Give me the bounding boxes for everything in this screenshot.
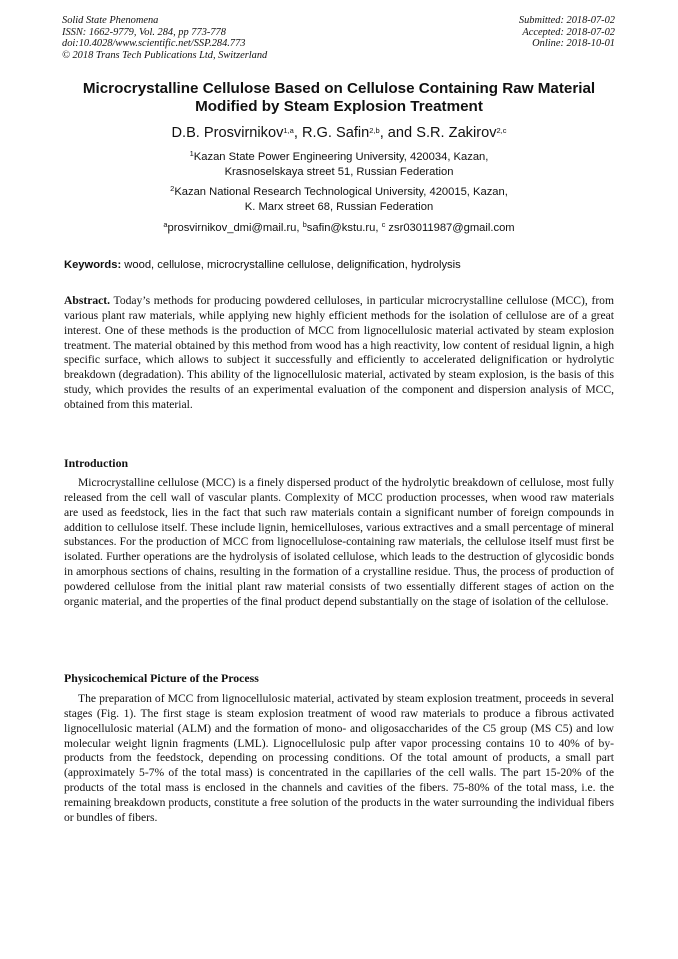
keywords-label: Keywords: bbox=[64, 259, 122, 271]
online-date: Online: 2018-10-01 bbox=[532, 38, 615, 50]
affiliation-1 bbox=[40, 150, 638, 179]
introduction-section bbox=[64, 476, 614, 610]
abstract-label: Abstract. bbox=[64, 294, 111, 307]
copyright-line: © 2018 Trans Tech Publications Ltd, Switzerland bbox=[62, 49, 268, 61]
affiliation-text: Kazan State Power Engineering University, 420034, Kazan, bbox=[193, 151, 489, 163]
affiliation-superscript: 1 bbox=[189, 149, 194, 158]
affiliation-line bbox=[40, 150, 638, 165]
email-link[interactable]: prosvirnikov_dmi@mail.ru, bbox=[167, 222, 303, 234]
affiliation-text: Kazan National Research Technological University, 420015, Kazan, bbox=[174, 186, 508, 198]
author-superscript: 2,b bbox=[369, 126, 380, 135]
accepted-date: Accepted: 2018-07-02 bbox=[522, 26, 615, 38]
affiliation-line bbox=[40, 185, 638, 200]
issn-line: ISSN: 1662-9779, Vol. 284, pp 773-778 bbox=[62, 26, 226, 38]
journal-name: Solid State Phenomena bbox=[62, 15, 159, 26]
section-heading-introduction: Introduction bbox=[64, 456, 129, 470]
email-superscript: a bbox=[163, 220, 168, 229]
affiliation-address: K. Marx street 68, Russian Federation bbox=[244, 200, 434, 213]
abstract-paragraph bbox=[64, 294, 614, 413]
author-name: S.R. Zakirov bbox=[416, 125, 497, 141]
section-heading-physicochemical: Physicochemical Picture of the Process bbox=[64, 671, 259, 685]
author-name: D.B. Prosvirnikov bbox=[171, 125, 284, 141]
publication-dates bbox=[519, 15, 615, 50]
author-emails bbox=[40, 221, 638, 235]
email-superscript: c bbox=[381, 220, 386, 229]
affiliation-address: Krasnoselskaya street 51, Russian Federation bbox=[224, 165, 454, 178]
keywords-text: wood, cellulose, microcrystalline cellulose, delignification, hydrolysis bbox=[121, 259, 461, 271]
journal-info bbox=[62, 15, 267, 61]
physicochemical-paragraph: The preparation of MCC from lignocellulosic material, activated by steam explosion treatment, proceeds in several stages (Fig. 1). The first stage is steam explosion treatment of wood raw materials to produce a fibrous activated lignocellulosic material (ALM) and the formation of mono- and oligosaccharides of the C5 group (MS C5) and low molecular weight lignin fragments (LML). Lignocellulosic pulp after vapor processing contains 10 to 40% of by-products from the feedstock, depending on processing conditions. Of the total amount of products, a small part (approximately 5-7% of the total mass) is concentrated in the capillaries of the cell walls. The part 15-20% of the products of the total mass is enclosed in the channels and cavities of the fibers. 75-80% of the total mass, i.e. the remaining breakdown products, constitute a free solution of the products in the water surrounding the individual fibers or bundles of fibers. bbox=[64, 692, 614, 824]
author-superscript: 2,c bbox=[496, 126, 507, 135]
title-line-2: Modified by Steam Explosion Treatment bbox=[195, 98, 483, 115]
author-name: R.G. Safin bbox=[301, 125, 370, 141]
abstract-text: Today’s methods for producing powdered celluloses, in particular microcrystalline cellulose (MCC), from various plant raw materials, while applying new highly efficient methods for the isolation of cellulose are of a great interest. One of these methods is the production of MCC from lignocellulosic material activated by steam explosion treatment. The material obtained by this method from wood has a high reactivity, low content of residual lignin, a high specific surface, which allows to subject it successfully and efficiently to accelerated delignification or hydrolytic breakdown (degradation). This ability of the lignocellulosic material, activated by steam explosion, is the basis of this study, which provides the results of an experimental evaluation of the component and dispersion analysis of MCC, obtained from this material. bbox=[64, 294, 614, 411]
affiliation-superscript: 2 bbox=[170, 184, 175, 193]
doi-line: doi:10.4028/www.scientific.net/SSP.284.773 bbox=[62, 38, 246, 50]
introduction-paragraph: Microcrystalline cellulose (MCC) is a finely dispersed product of the hydrolytic breakdown of cellulose, most fully released from the cell wall of vascular plants. Complexity of MCC production processes, when wood raw materials are used as feedstock, lies in the fact that such raw materials contain a significant number of foreign compounds in addition to cellulose itself. These include lignin, hemicelluloses, various extractives and a small percentage of mineral substances. For the production of MCC from lignocellulose-containing raw materials, the cellulose itself must first be isolated. Further operations are the hydrolysis of isolated cellulose, which leads to the destruction of glycosidic bonds in amorphous sections of chains, resulting in the formation of a crystalline residue. Thus, the process of production of powdered cellulose from the initial plant raw material consists of two essentially different stages of action on the organic material, and the properties of the final product depend substantially on the stage of isolation of the cellulose. bbox=[64, 476, 614, 608]
affiliation-2 bbox=[40, 185, 638, 214]
keywords-line bbox=[64, 258, 616, 272]
abstract-section bbox=[64, 294, 614, 413]
paper-title bbox=[40, 80, 638, 116]
email-link[interactable]: zsr03011987@gmail.com bbox=[385, 222, 515, 234]
author-superscript: 1,a bbox=[283, 126, 294, 135]
title-line-1: Microcrystalline Cellulose Based on Cellulose Containing Raw Material bbox=[82, 80, 596, 97]
author-list bbox=[40, 124, 638, 142]
submitted-date: Submitted: 2018-07-02 bbox=[518, 15, 615, 26]
email-link[interactable]: safin@kstu.ru, bbox=[306, 222, 382, 234]
author-separator: , and bbox=[379, 125, 417, 141]
physicochemical-section bbox=[64, 692, 614, 826]
email-superscript: b bbox=[302, 220, 307, 229]
author-separator: , bbox=[293, 125, 302, 141]
